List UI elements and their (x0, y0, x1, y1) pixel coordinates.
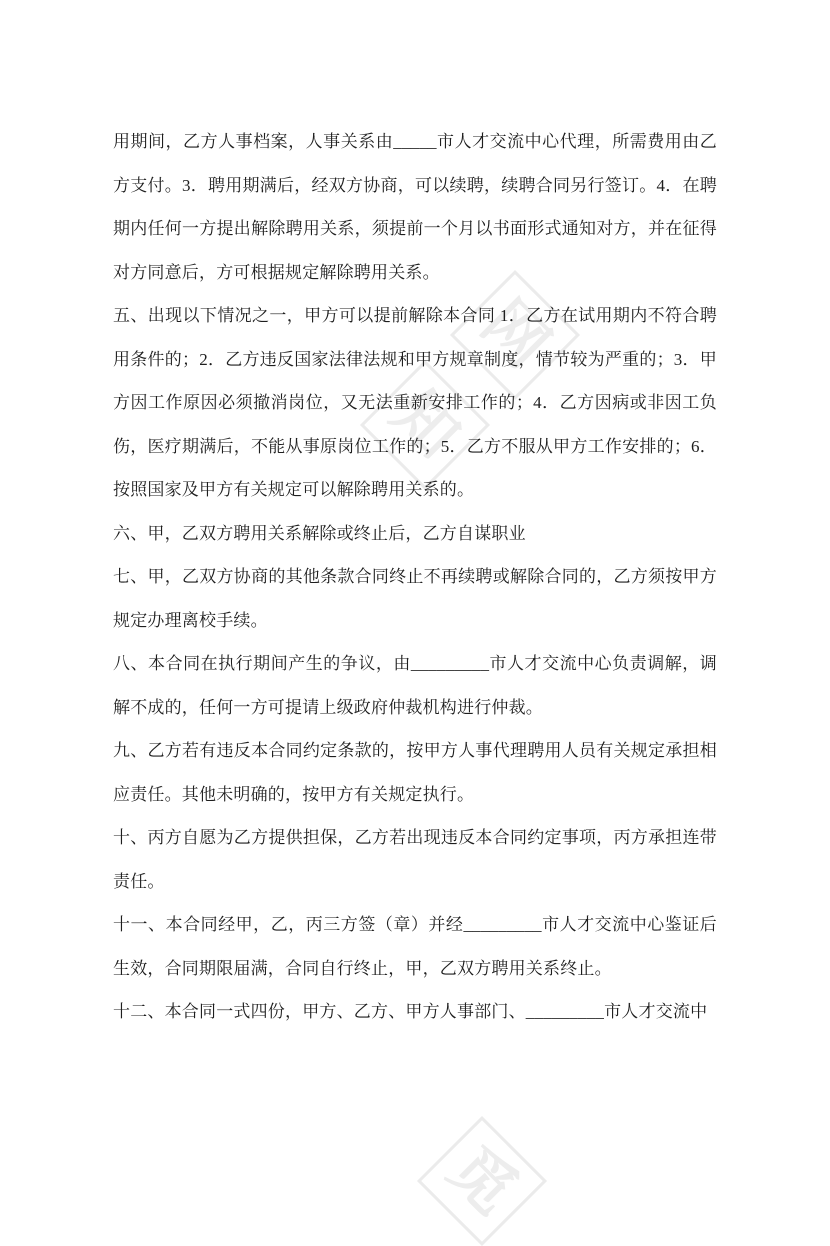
contract-paragraph-clause-8: 八、本合同在执行期间产生的争议，由_________市人才交流中心负责调解，调解不成的，任何一方可提请上级政府仲裁机构进行仲裁。 (113, 654, 717, 717)
contract-paragraph-continuation: 用期间，乙方人事档案，人事关系由_____市人才交流中心代理，所需费用由乙方支付。3．聘用期满后，经双方协商，可以续聘，续聘合同另行签订。4．在聘期内任何一方提出解除聘用关系，须提前一个月以书面形式通知对方，并在征得对方同意后，方可根据规定解除聘用关系。 (113, 132, 717, 282)
contract-paragraph-clause-6: 六、甲，乙双方聘用关系解除或终止后，乙方自谋职业 (113, 523, 526, 543)
watermark-char: 觅 (436, 1135, 528, 1227)
watermark-char: 网 (469, 289, 561, 381)
contract-paragraph-clause-10: 十、丙方自愿为乙方提供担保，乙方若出现违反本合同约定事项，丙方承担连带责任。 (113, 828, 717, 891)
contract-paragraph-clause-5: 五、出现以下情况之一，甲方可以提前解除本合同 1．乙方在试用期内不符合聘用条件的；2．乙方违反国家法律法规和甲方规章制度，情节较为严重的；3．甲方因工作原因必须撤消岗位，又无法重新安排工作的；4．乙方因病或非因工负伤，医疗期满后，不能从事原岗位工作的；5．乙方不服从甲方工作安排的；6．按照国家及甲方有关规定可以解除聘用关系的。 (113, 306, 717, 499)
contract-body (113, 120, 717, 1034)
watermark-diamond (417, 1116, 547, 1246)
contract-paragraph-clause-7: 七、甲，乙双方协商的其他条款合同终止不再续聘或解除合同的，乙方须按甲方规定办理离校手续。 (113, 567, 717, 630)
contract-paragraph-clause-11: 十一、本合同经甲，乙，丙三方签（章）并经_________市人才交流中心鉴证后生效，合同期限届满，合同自行终止，甲，乙双方聘用关系终止。 (113, 915, 717, 978)
contract-paragraph-clause-9: 九、乙方若有违反本合同约定条款的，按甲方人事代理聘用人员有关规定承担相应责任。其他未明确的，按甲方有关规定执行。 (113, 741, 717, 804)
contract-paragraph-clause-12: 十二、本合同一式四份，甲方、乙方、甲方人事部门、_________市人才交流中 (113, 1002, 708, 1021)
watermark-char: 知 (379, 379, 471, 471)
